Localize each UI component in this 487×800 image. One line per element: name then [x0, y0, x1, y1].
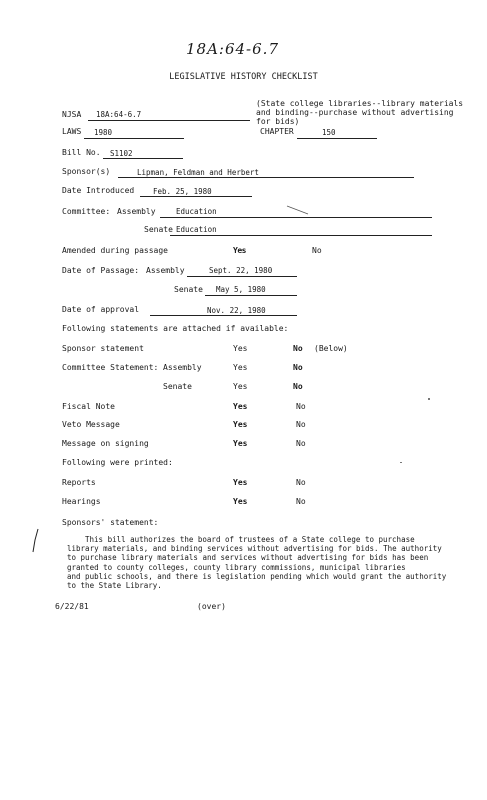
- introduced-label: Date Introduced: [62, 186, 135, 195]
- veto-message-label: Veto Message: [62, 420, 120, 429]
- introduced-underline: [140, 196, 252, 197]
- committee-statement-senate-label: Senate: [163, 382, 192, 391]
- veto-message-no: No: [296, 420, 306, 429]
- sponsors-statement-heading: Sponsors' statement:: [62, 518, 159, 527]
- printed-heading: Following were printed:: [62, 458, 173, 467]
- pen-stroke-mark: [286, 204, 310, 216]
- page-title: LEGISLATIVE HISTORY CHECKLIST: [169, 72, 318, 82]
- speck-mark: [400, 462, 402, 463]
- approval-value: Nov. 22, 1980: [207, 306, 266, 315]
- speck-mark: [428, 398, 430, 400]
- passage-senate-value: May 5, 1980: [216, 285, 266, 294]
- committee-statement-assembly-label: Assembly: [163, 363, 202, 372]
- passage-assembly-value: Sept. 22, 1980: [209, 266, 273, 275]
- margin-bracket-mark: [30, 528, 42, 554]
- hearings-label: Hearings: [62, 497, 101, 506]
- committee-assembly-underline: [160, 217, 432, 218]
- sponsors-label: Sponsor(s): [62, 167, 111, 176]
- amended-label: Amended during passage: [62, 246, 168, 255]
- message-signing-label: Message on signing: [62, 439, 149, 448]
- paragraph-line: and public schools, and there is legislation pending which would grant the authority: [67, 571, 447, 581]
- committee-assembly-label: Assembly: [117, 207, 156, 216]
- committee-senate-underline: [170, 235, 432, 236]
- njsa-label: NJSA: [62, 110, 82, 119]
- handwritten-file-number: 18A:64-6.7: [186, 40, 279, 58]
- bill-underline: [103, 158, 183, 159]
- paragraph-line: This bill authorizes the board of trustees of a State college to purchase: [85, 535, 415, 544]
- committee-senate-label: Senate: [144, 225, 173, 234]
- hearings-yes-struck: Yes: [233, 497, 248, 506]
- paragraph-line: library materials, and binding services without advertising for bids. The authority: [67, 544, 442, 554]
- approval-underline: [150, 315, 297, 316]
- sponsor-statement-label: Sponsor statement: [62, 344, 144, 353]
- committee-assembly-value: Education: [176, 207, 217, 216]
- footer-over: (over): [197, 602, 226, 611]
- chapter-underline: [297, 138, 377, 139]
- veto-message-yes-struck: Yes: [233, 420, 248, 429]
- footer-date: 6/22/81: [55, 602, 89, 611]
- hearings-no: No: [296, 497, 306, 506]
- sponsors-statement-paragraph: [67, 535, 472, 590]
- reports-label: Reports: [62, 478, 96, 487]
- paragraph-line: to purchase library materials and services without advertising for bids has been: [67, 553, 429, 563]
- committee-statement-senate-no-struck: No: [293, 382, 303, 391]
- attached-heading: Following statements are attached if available:: [62, 324, 289, 333]
- amended-no: No: [312, 246, 322, 255]
- approval-label: Date of approval: [62, 305, 140, 314]
- committee-label: Committee:: [62, 207, 111, 216]
- chapter-value: 150: [322, 128, 336, 137]
- passage-label: Date of Passage:: [62, 266, 140, 275]
- committee-senate-value: Education: [176, 225, 217, 234]
- bill-label: Bill No.: [62, 148, 101, 157]
- laws-label: LAWS: [62, 127, 82, 136]
- committee-statement-label: Committee Statement:: [62, 363, 159, 372]
- sponsors-value: Lipman, Feldman and Herbert: [137, 168, 259, 177]
- bill-value: S1102: [110, 149, 133, 158]
- message-signing-yes-struck: Yes: [233, 439, 248, 448]
- sponsor-statement-note: (Below): [314, 344, 348, 353]
- reports-yes-struck: Yes: [233, 478, 248, 487]
- fiscal-note-label: Fiscal Note: [62, 402, 115, 411]
- sponsor-statement-yes: Yes: [233, 344, 248, 353]
- introduced-value: Feb. 25, 1980: [153, 187, 212, 196]
- njsa-underline: [88, 120, 250, 121]
- laws-underline: [84, 138, 184, 139]
- laws-value: 1980: [94, 128, 113, 137]
- fiscal-note-no: No: [296, 402, 306, 411]
- passage-senate-underline: [205, 295, 297, 296]
- passage-senate-label: Senate: [174, 285, 203, 294]
- subject-line-1: (State college libraries--library materials: [256, 99, 464, 108]
- committee-statement-assembly-yes: Yes: [233, 363, 248, 372]
- chapter-label: CHAPTER: [260, 127, 294, 136]
- subject-line-3: for bids): [256, 117, 300, 126]
- sponsor-statement-no-struck: No: [293, 344, 303, 353]
- committee-statement-senate-yes: Yes: [233, 382, 248, 391]
- njsa-value: 18A:64-6.7: [96, 110, 142, 119]
- message-signing-no: No: [296, 439, 306, 448]
- amended-yes-struck: Yes: [233, 246, 246, 255]
- reports-no: No: [296, 478, 306, 487]
- paragraph-line: to the State Library.: [67, 581, 162, 591]
- paragraph-line: granted to county colleges, county library commissions, municipal libraries: [67, 562, 406, 572]
- committee-statement-assembly-no-struck: No: [293, 363, 303, 372]
- passage-assembly-underline: [187, 276, 297, 277]
- fiscal-note-yes-struck: Yes: [233, 402, 248, 411]
- passage-assembly-label: Assembly: [146, 266, 185, 275]
- subject-line-2: and binding--purchase without advertising: [256, 108, 454, 117]
- sponsors-underline: [118, 177, 414, 178]
